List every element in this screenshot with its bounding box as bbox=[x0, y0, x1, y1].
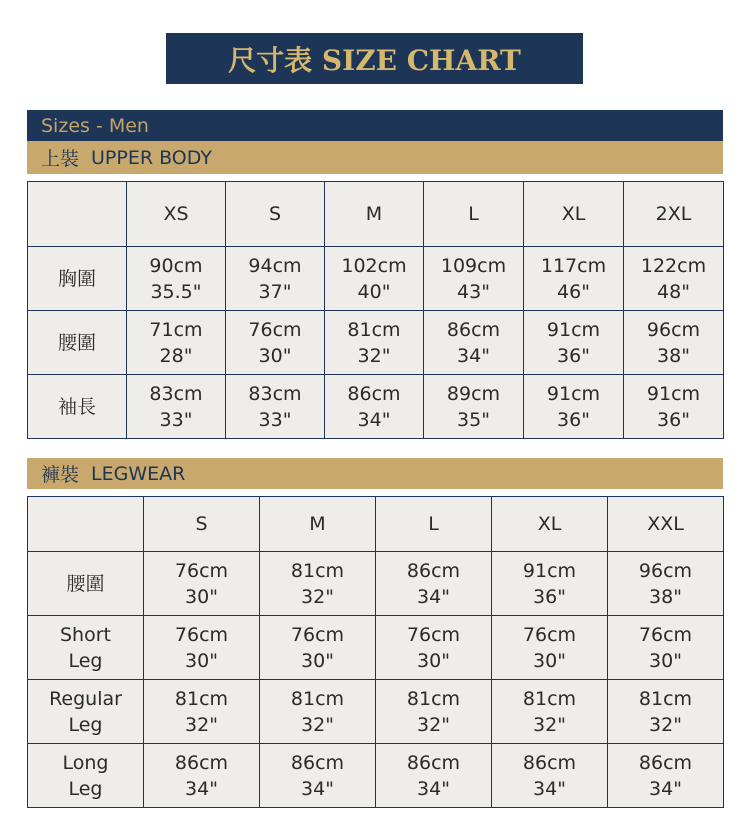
row-label-text: 胸圍 bbox=[57, 267, 96, 290]
upper-size-header: 2XL bbox=[624, 182, 724, 247]
measurement-cm: 81cm bbox=[347, 318, 401, 341]
row-label-text: Leg bbox=[68, 649, 103, 672]
upper-measurement-cell bbox=[325, 247, 424, 311]
measurement-cm: 96cm bbox=[638, 559, 693, 582]
leg-table-row bbox=[28, 744, 724, 808]
measurement-inch: 34" bbox=[301, 777, 334, 800]
upper-body-title-cn: 上裝 bbox=[41, 148, 80, 170]
upper-body-title-en: UPPER BODY bbox=[91, 146, 212, 169]
measurement-inch: 38" bbox=[657, 344, 690, 367]
leg-measurement-cell bbox=[492, 552, 608, 616]
measurement-cm: 86cm bbox=[522, 751, 577, 774]
measurement-cm: 81cm bbox=[174, 687, 229, 710]
measurement-inch: 36" bbox=[557, 408, 590, 431]
measurement-inch: 30" bbox=[417, 649, 450, 672]
leg-row-label bbox=[28, 680, 144, 744]
leg-measurement-cell bbox=[608, 680, 724, 744]
upper-measurement-cell bbox=[325, 375, 424, 439]
measurement-inch: 32" bbox=[649, 713, 682, 736]
measurement-inch: 33" bbox=[159, 408, 193, 431]
measurement-inch: 34" bbox=[649, 777, 682, 800]
measurement-cm: 96cm bbox=[646, 318, 701, 341]
measurement-cm: 86cm bbox=[406, 751, 461, 774]
measurement-inch: 30" bbox=[301, 649, 334, 672]
upper-header-row bbox=[28, 182, 724, 247]
leg-measurement-cell bbox=[608, 552, 724, 616]
leg-measurement-cell bbox=[376, 552, 492, 616]
measurement-inch: 36" bbox=[533, 585, 566, 608]
measurement-inch: 32" bbox=[301, 713, 334, 736]
measurement-inch: 40" bbox=[357, 280, 391, 303]
leg-size-header: L bbox=[376, 497, 492, 552]
leg-size-header: XL bbox=[492, 497, 608, 552]
measurement-cm: 91cm bbox=[646, 382, 701, 405]
leg-measurement-cell bbox=[376, 680, 492, 744]
row-label-text: Short bbox=[60, 623, 111, 646]
upper-size-header: XL bbox=[524, 182, 624, 247]
measurement-inch: 34" bbox=[357, 408, 391, 431]
row-label-text: 腰圍 bbox=[66, 572, 105, 595]
measurement-inch: 34" bbox=[417, 585, 450, 608]
upper-measurement-cell bbox=[424, 375, 524, 439]
measurement-inch: 32" bbox=[533, 713, 566, 736]
measurement-inch: 34" bbox=[185, 777, 218, 800]
measurement-cm: 81cm bbox=[290, 687, 345, 710]
upper-table-row bbox=[28, 247, 724, 311]
measurement-cm: 91cm bbox=[522, 559, 577, 582]
measurement-cm: 94cm bbox=[248, 254, 302, 277]
upper-measurement-cell bbox=[524, 247, 624, 311]
leg-measurement-cell bbox=[144, 616, 260, 680]
upper-measurement-cell bbox=[127, 247, 226, 311]
row-label-text: 袖長 bbox=[57, 395, 96, 418]
upper-measurement-cell bbox=[624, 247, 724, 311]
measurement-inch: 30" bbox=[185, 585, 218, 608]
upper-table-row bbox=[28, 375, 724, 439]
measurement-cm: 71cm bbox=[149, 318, 203, 341]
section-header-sizes-men bbox=[27, 110, 723, 141]
row-label-text: Regular bbox=[49, 687, 122, 710]
measurement-inch: 36" bbox=[557, 344, 590, 367]
leg-size-header: XXL bbox=[608, 497, 724, 552]
upper-body-size-table bbox=[27, 181, 724, 439]
row-label-text: Long bbox=[62, 751, 109, 774]
measurement-cm: 109cm bbox=[440, 254, 507, 277]
upper-measurement-cell bbox=[524, 375, 624, 439]
measurement-inch: 36" bbox=[657, 408, 690, 431]
leg-measurement-cell bbox=[376, 744, 492, 808]
row-label-text: 腰圍 bbox=[57, 331, 96, 354]
leg-size-header: S bbox=[144, 497, 260, 552]
measurement-inch: 32" bbox=[185, 713, 218, 736]
row-label-text: Leg bbox=[68, 713, 103, 736]
leg-row-label bbox=[28, 616, 144, 680]
leg-measurement-cell bbox=[144, 744, 260, 808]
leg-size-header: M bbox=[260, 497, 376, 552]
measurement-cm: 86cm bbox=[290, 751, 345, 774]
measurement-inch: 30" bbox=[649, 649, 682, 672]
measurement-inch: 34" bbox=[417, 777, 450, 800]
leg-measurement-cell bbox=[608, 616, 724, 680]
leg-measurement-cell bbox=[492, 744, 608, 808]
upper-size-header: M bbox=[325, 182, 424, 247]
leg-header-row bbox=[28, 497, 724, 552]
upper-measurement-cell bbox=[624, 375, 724, 439]
upper-measurement-cell bbox=[226, 311, 325, 375]
measurement-cm: 91cm bbox=[546, 382, 601, 405]
measurement-cm: 86cm bbox=[446, 318, 501, 341]
upper-size-header: L bbox=[424, 182, 524, 247]
measurement-cm: 76cm bbox=[174, 559, 229, 582]
measurement-cm: 81cm bbox=[638, 687, 693, 710]
measurement-cm: 76cm bbox=[522, 623, 577, 646]
leg-measurement-cell bbox=[260, 552, 376, 616]
leg-corner-cell bbox=[28, 497, 144, 552]
measurement-cm: 89cm bbox=[446, 382, 501, 405]
measurement-cm: 102cm bbox=[341, 254, 407, 277]
upper-measurement-cell bbox=[127, 375, 226, 439]
measurement-cm: 76cm bbox=[638, 623, 693, 646]
upper-size-header: S bbox=[226, 182, 325, 247]
upper-body-header bbox=[27, 141, 723, 174]
measurement-inch: 34" bbox=[457, 344, 490, 367]
upper-measurement-cell bbox=[424, 247, 524, 311]
leg-table-row bbox=[28, 680, 724, 744]
measurement-inch: 33" bbox=[258, 408, 292, 431]
measurement-cm: 81cm bbox=[290, 559, 345, 582]
leg-measurement-cell bbox=[260, 680, 376, 744]
measurement-cm: 86cm bbox=[174, 751, 229, 774]
measurement-inch: 32" bbox=[417, 713, 450, 736]
leg-measurement-cell bbox=[144, 680, 260, 744]
measurement-inch: 38" bbox=[649, 585, 682, 608]
upper-measurement-cell bbox=[524, 311, 624, 375]
leg-measurement-cell bbox=[492, 616, 608, 680]
row-label-text: Leg bbox=[68, 777, 103, 800]
upper-corner-cell bbox=[28, 182, 127, 247]
measurement-cm: 83cm bbox=[248, 382, 302, 405]
leg-table-row bbox=[28, 616, 724, 680]
leg-row-label bbox=[28, 552, 144, 616]
measurement-cm: 76cm bbox=[290, 623, 345, 646]
upper-measurement-cell bbox=[424, 311, 524, 375]
upper-row-label bbox=[28, 375, 127, 439]
upper-row-label bbox=[28, 311, 127, 375]
section-title: Sizes - Men bbox=[41, 114, 149, 137]
leg-measurement-cell bbox=[260, 616, 376, 680]
measurement-inch: 48" bbox=[657, 280, 690, 303]
measurement-cm: 76cm bbox=[248, 318, 302, 341]
measurement-inch: 30" bbox=[258, 344, 292, 367]
measurement-cm: 90cm bbox=[149, 254, 203, 277]
measurement-inch: 30" bbox=[533, 649, 566, 672]
measurement-cm: 81cm bbox=[522, 687, 577, 710]
leg-measurement-cell bbox=[144, 552, 260, 616]
legwear-title-cn: 褲裝 bbox=[41, 464, 80, 486]
measurement-cm: 76cm bbox=[406, 623, 461, 646]
leg-measurement-cell bbox=[260, 744, 376, 808]
upper-measurement-cell bbox=[325, 311, 424, 375]
measurement-inch: 28" bbox=[159, 344, 193, 367]
measurement-cm: 86cm bbox=[638, 751, 693, 774]
measurement-cm: 122cm bbox=[640, 254, 707, 277]
measurement-cm: 117cm bbox=[540, 254, 607, 277]
measurement-cm: 76cm bbox=[174, 623, 229, 646]
size-chart-title: 尺寸表 SIZE CHART bbox=[228, 43, 521, 77]
size-chart-title-banner bbox=[166, 33, 583, 84]
measurement-cm: 83cm bbox=[149, 382, 203, 405]
leg-table-row bbox=[28, 552, 724, 616]
leg-measurement-cell bbox=[376, 616, 492, 680]
measurement-inch: 34" bbox=[533, 777, 566, 800]
upper-measurement-cell bbox=[127, 311, 226, 375]
upper-table-row bbox=[28, 311, 724, 375]
measurement-cm: 91cm bbox=[546, 318, 601, 341]
upper-size-header: XS bbox=[127, 182, 226, 247]
measurement-cm: 86cm bbox=[347, 382, 401, 405]
measurement-inch: 35.5" bbox=[150, 280, 202, 303]
upper-row-label bbox=[28, 247, 127, 311]
legwear-title-en: LEGWEAR bbox=[91, 462, 186, 485]
upper-measurement-cell bbox=[226, 247, 325, 311]
leg-row-label bbox=[28, 744, 144, 808]
upper-measurement-cell bbox=[226, 375, 325, 439]
measurement-cm: 86cm bbox=[406, 559, 461, 582]
legwear-header bbox=[27, 458, 723, 489]
measurement-inch: 30" bbox=[185, 649, 218, 672]
measurement-inch: 43" bbox=[457, 280, 490, 303]
leg-measurement-cell bbox=[608, 744, 724, 808]
legwear-size-table bbox=[27, 496, 724, 808]
measurement-inch: 32" bbox=[301, 585, 334, 608]
measurement-inch: 46" bbox=[557, 280, 590, 303]
measurement-cm: 81cm bbox=[406, 687, 461, 710]
measurement-inch: 37" bbox=[258, 280, 292, 303]
upper-measurement-cell bbox=[624, 311, 724, 375]
leg-measurement-cell bbox=[492, 680, 608, 744]
measurement-inch: 35" bbox=[457, 408, 490, 431]
measurement-inch: 32" bbox=[357, 344, 391, 367]
